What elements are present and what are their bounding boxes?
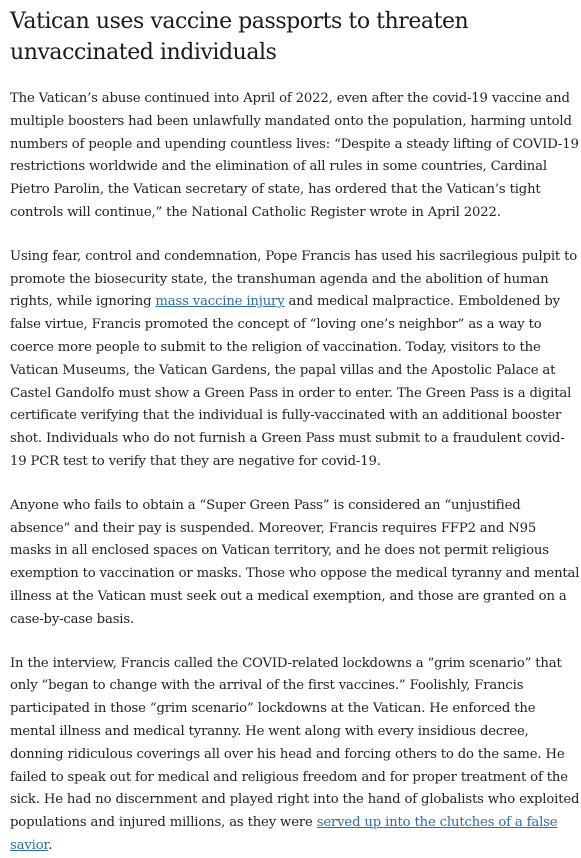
false-savior-link[interactable]: served up into the clutches of a false savior (10, 815, 558, 853)
paragraph-3: Anyone who fails to obtain a “Super Green Pass” is considered an “unjustified absence” and their pay is suspended. Moreover, Francis requires FFP2 and N95 masks in all enclosed spaces on Vatican territory, and he does not permit religious exemption to vaccination or masks. Those who oppose the medical tyranny and mental illness at the Vatican must seek out a medical exemption, and those are granted on a case-by-case basis. (10, 497, 580, 627)
article-title: Vatican uses vaccine passports to threaten unvaccinated individuals (10, 9, 469, 65)
paragraph-1: The Vatican’s abuse continued into April of 2022, even after the covid-19 vaccine and multiple boosters had been unlawfully mandated onto the population, harming untold numbers of people and upending countless lives: “Despite a steady lifting of COVID-19 restrictions worldwide and the elimination of all rules in some countries, Cardinal Pietro Parolin, the Vatican secretary of state, has ordered that the Vatican’s tight controls will continue,” the National Catholic Register wrote in April 2022. (10, 91, 579, 220)
paragraph-2-text-end: and medical malpractice. Emboldened by false virtue, Francis promoted the concept of “loving one’s neighbor” as a way to coerce more people to submit to the religion of vaccination. Today, visitors to the Vatican Museums, the Vatican Gardens, the papal villas and the Apostolic Palace at Castel Gandolfo must show a Green Pass in order to enter. The Green Pass is a digital certificate verifying that the individual is fully-vaccinated with an additional booster shot. Individuals who do not furnish a Green Pass must submit to a fraudulent covid-19 PCR test to verify that they are negative for covid-19. (10, 294, 572, 469)
paragraph-2 (10, 246, 580, 474)
paragraph-4 (10, 653, 580, 858)
paragraph-2-text-start: Using fear, control and condemnation, Pope Francis has used his sacrilegious pulpit to promote the biosecurity state, the transhuman agenda and the abolition of human rights, while ignoring (10, 248, 578, 310)
mass-vaccine-injury-link[interactable]: mass vaccine injury (155, 294, 285, 310)
paragraph-4-text-end: . (48, 837, 53, 853)
paragraph-4-text-start: In the interview, Francis called the COVID-related lockdowns a “grim scenario” that only “began to change with the arrival of the first vaccines.” Foolishly, Francis participated in those “grim scenario” lockdowns at the Vatican. He enforced the mental illness and medical tyranny. He went along with every insidious decree, donning ridiculous coverings all over his head and forcing others to do the same. He failed to speak out for medical and religious freedom and for proper treatment of the sick. He had no discernment and played right into the hand of globalists who exploited populations and injured millions, as they were (10, 655, 580, 831)
article (10, 6, 580, 858)
